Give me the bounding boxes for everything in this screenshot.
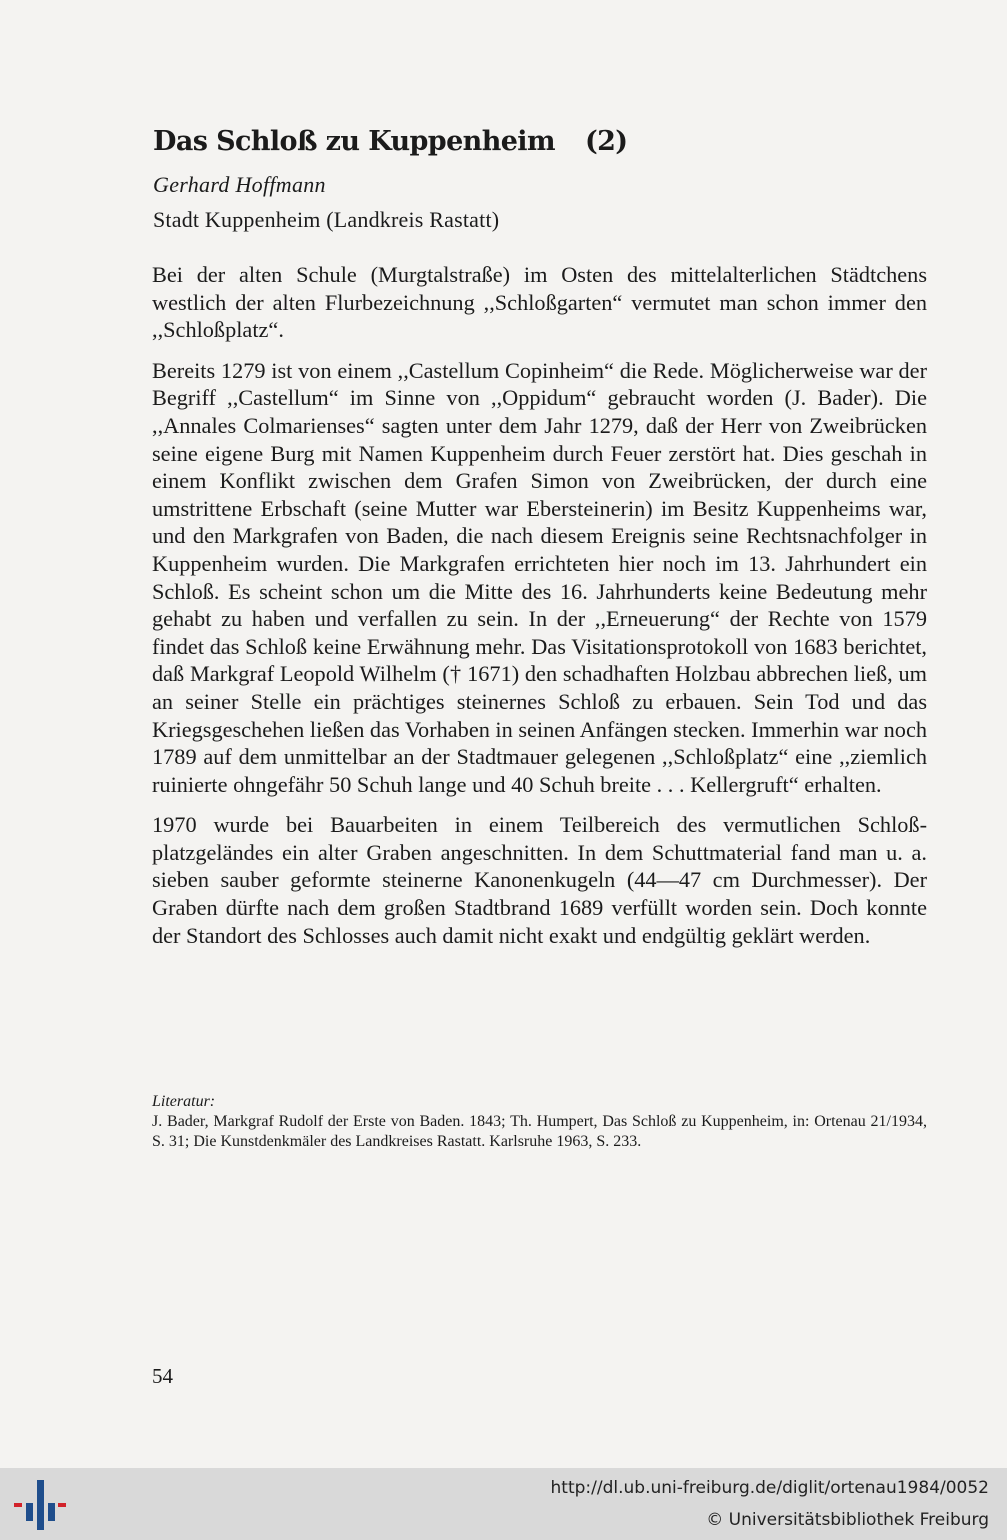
article-title bbox=[153, 126, 627, 157]
ub-freiburg-logo-icon[interactable] bbox=[12, 1478, 68, 1532]
article-body bbox=[152, 261, 927, 962]
paragraph-2: Bereits 1279 ist von einem ,,Castellum Copinheim“ die Rede. Möglicherweise war der Begriff ,,Castellum“ im Sinne von ,,Oppidum“ gebraucht worden (J. Bader). Die ,,Annales Colmarienses“ sagten unter dem Jahr 1279, daß der Herr von Zweibrücken seine eigene Burg mit Namen Kuppenheim durch Feuer zerstört hat. Dies geschah in einem Konflikt zwischen dem Grafen Simon von Zweibrücken, der durch eine umstrittene Erbschaft (seine Mutter war Ebersteinerin) im Besitz Kuppenheims war, und den Markgrafen von Baden, die nach diesem Ereignis seine Rechtsnachfolger in Kuppenheim wurden. Die Markgrafen errichteten hier noch im 13. Jahrhundert ein Schloß. Es scheint schon um die Mitte des 16. Jahrhunderts keine Bedeutung mehr gehabt zu haben und verfallen zu sein. In der ,,Erneuerung“ der Rechte von 1579 findet das Schloß keine Erwähnung mehr. Das Visitationsprotokoll von 1683 berichtet, daß Markgraf Leopold Wilhelm († 1671) den schadhaften Holzbau abbrechen ließ, um an seiner Stelle ein prächtiges steinernes Schloß zu erbauen. Sein Tod und das Kriegsgeschehen ließen das Vorhaben in seinen Anfängen stecken. Immerhin war noch 1789 auf dem unmittelbar an der Stadtmauer gelegenen ,,Schloßplatz“ eine ,,ziemlich ruinierte ohngefähr 50 Schuh lange und 40 Schuh breite . . . Kellergruft“ erhalten. bbox=[152, 357, 927, 797]
article-title-text: Das Schloß zu Kuppenheim bbox=[153, 126, 555, 157]
copyright-text: © Universitätsbibliothek Freiburg bbox=[706, 1510, 989, 1530]
paragraph-1: Bei der alten Schule (Murgtalstraße) im Osten des mittelalterlichen Städtchens westlich der alten Flurbezeichnung ,,Schloßgarten“ vermutet man schon immer den ,,Schloßplatz“. bbox=[152, 262, 927, 343]
literature-section bbox=[152, 1092, 927, 1152]
literature-label: Literatur: bbox=[152, 1093, 216, 1110]
page-number: 54 bbox=[152, 1364, 173, 1388]
footer-bar bbox=[0, 1468, 1007, 1540]
article-author: Gerhard Hoffmann bbox=[153, 172, 326, 197]
literature-text: J. Bader, Markgraf Rudolf der Erste von Baden. 1843; Th. Humpert, Das Schloß zu Kuppenheim, in: Ortenau 21/1934, S. 31; Die Kunstdenkmäler des Landkreises Rastatt. Karlsruhe 1963, S. 233. bbox=[152, 1113, 927, 1150]
article-number: (2) bbox=[584, 126, 628, 157]
article-location: Stadt Kuppenheim (Landkreis Rastatt) bbox=[153, 207, 500, 232]
paragraph-3: 1970 wurde bei Bauarbeiten in einem Teilbereich des vermutlichen Schloßplatzgeländes ein alter Graben angeschnitten. In dem Schuttmaterial fand man u. a. sieben sauber geformte steinerne Kanonenkugeln (44—47 cm Durchmesser). Der Graben dürfte nach dem großen Stadtbrand 1689 verfüllt worden sein. Doch konnte der Standort des Schlosses auch damit nicht exakt und endgültig geklärt werden. bbox=[152, 812, 927, 948]
source-url-link[interactable]: http://dl.ub.uni-freiburg.de/diglit/ortenau1984/0052 bbox=[550, 1478, 989, 1498]
